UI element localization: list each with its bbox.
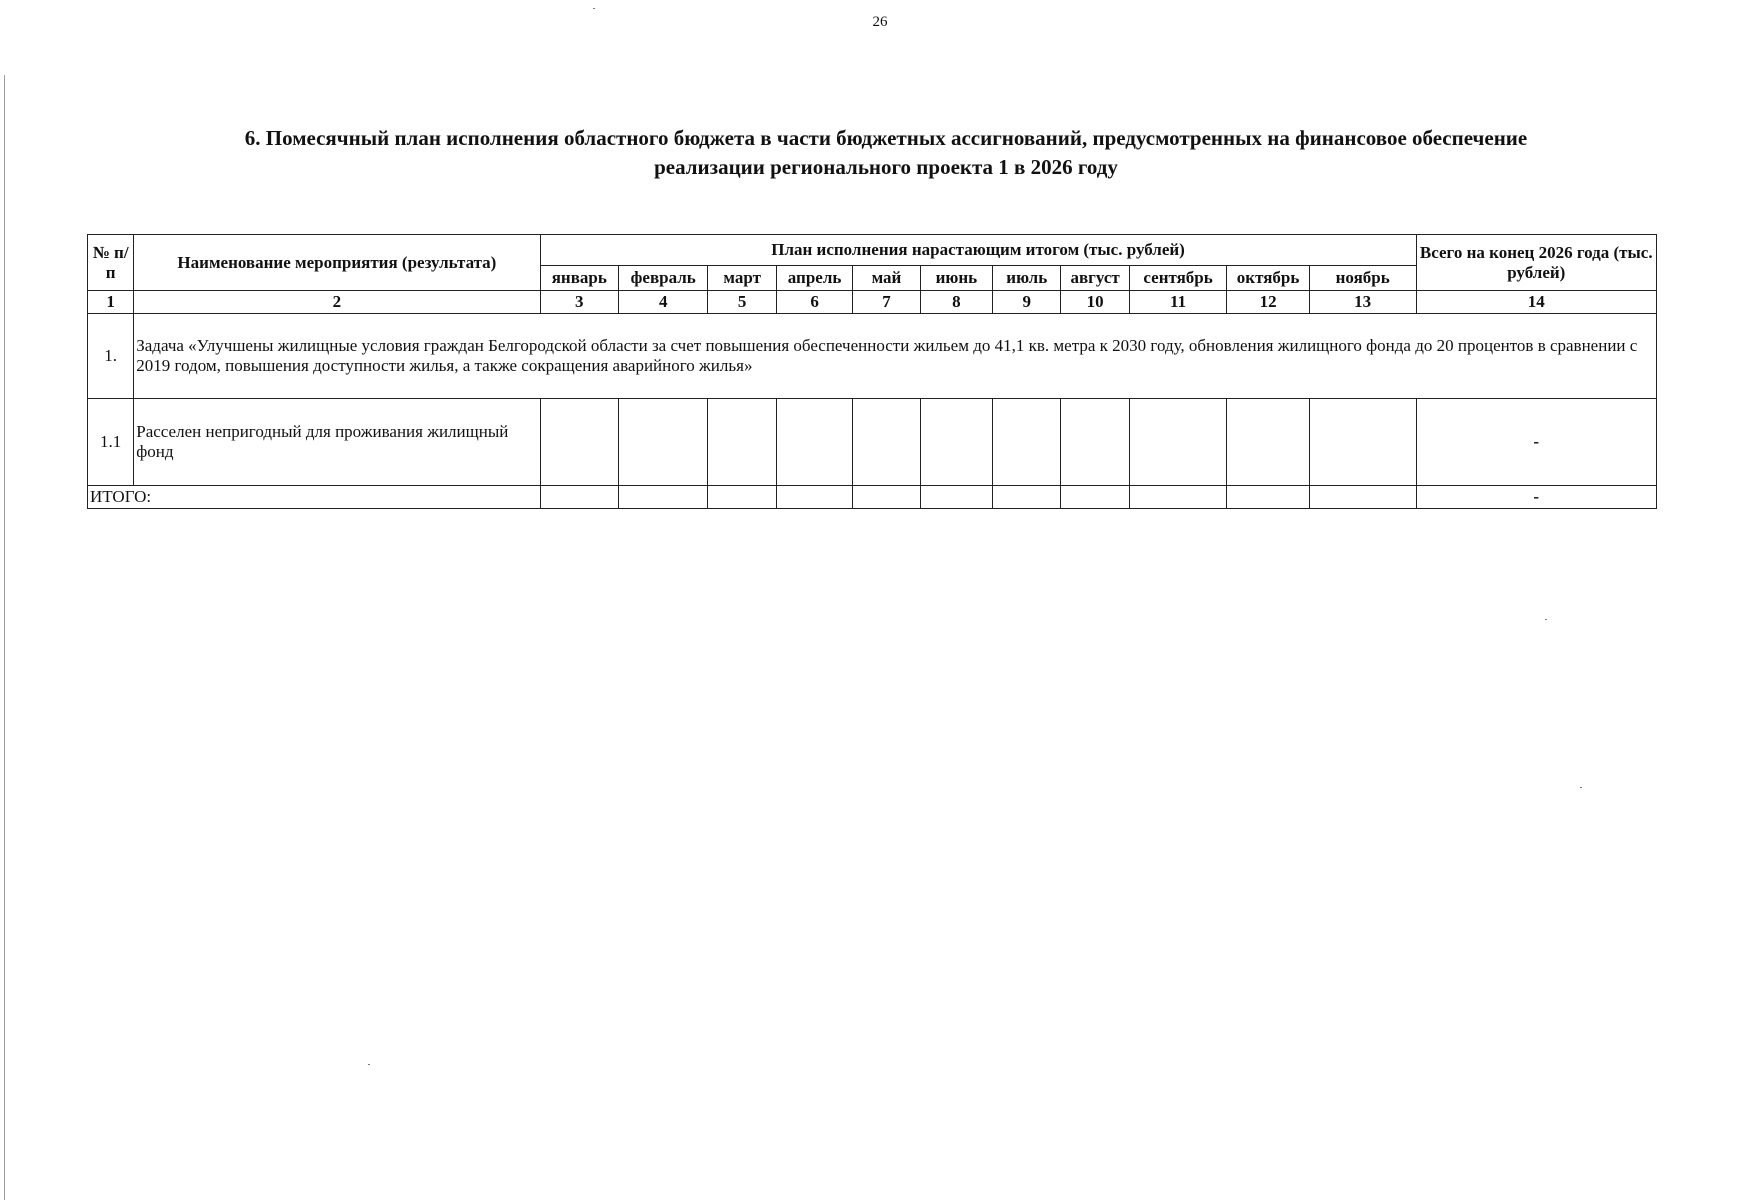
header-row-1 — [88, 235, 1657, 266]
result-total: - — [1416, 399, 1656, 486]
scan-speck — [1545, 619, 1547, 620]
total-month-cell — [618, 486, 708, 509]
header-month: май — [853, 266, 920, 291]
header-month: июль — [993, 266, 1061, 291]
header-month: апрель — [776, 266, 852, 291]
result-month-cell — [920, 399, 992, 486]
title-line-1: 6. Помесячный план исполнения областного бюджета в части бюджетных ассигнований, предусмотренных на финансовое обеспечение — [244, 126, 1528, 150]
total-month-cell — [708, 486, 776, 509]
result-month-cell — [1129, 399, 1227, 486]
column-number-row — [88, 291, 1657, 314]
result-month-cell — [1227, 399, 1309, 486]
total-month-cell — [1309, 486, 1416, 509]
header-month: март — [708, 266, 776, 291]
result-num: 1.1 — [88, 399, 134, 486]
column-number: 10 — [1061, 291, 1129, 314]
column-number: 2 — [134, 291, 540, 314]
column-number: 13 — [1309, 291, 1416, 314]
column-number: 4 — [618, 291, 708, 314]
total-row — [88, 486, 1657, 509]
total-month-cell — [993, 486, 1061, 509]
column-number: 9 — [993, 291, 1061, 314]
result-month-cell — [776, 399, 852, 486]
total-sum: - — [1416, 486, 1656, 509]
column-number: 8 — [920, 291, 992, 314]
total-month-cell — [540, 486, 618, 509]
result-month-cell — [1309, 399, 1416, 486]
total-month-cell — [1227, 486, 1309, 509]
header-plan-group: План исполнения нарастающим итогом (тыс. рублей) — [540, 235, 1416, 266]
scan-speck — [368, 1064, 370, 1065]
column-number: 14 — [1416, 291, 1656, 314]
total-month-cell — [1129, 486, 1227, 509]
scan-edge-line — [4, 75, 5, 1200]
header-month: октябрь — [1227, 266, 1309, 291]
budget-plan-table — [87, 234, 1657, 509]
page-number: 26 — [872, 14, 888, 30]
column-number: 7 — [853, 291, 920, 314]
result-row — [88, 399, 1657, 486]
result-name: Расселен непригодный для проживания жилищный фонд — [134, 399, 540, 486]
task-num: 1. — [88, 314, 134, 399]
result-month-cell — [853, 399, 920, 486]
header-month: сентябрь — [1129, 266, 1227, 291]
result-month-cell — [993, 399, 1061, 486]
result-month-cell — [1061, 399, 1129, 486]
total-month-cell — [1061, 486, 1129, 509]
page-title — [86, 124, 1686, 182]
task-row — [88, 314, 1657, 399]
total-month-cell — [853, 486, 920, 509]
total-month-cell — [776, 486, 852, 509]
result-month-cell — [540, 399, 618, 486]
result-month-cell — [708, 399, 776, 486]
task-text: Задача «Улучшены жилищные условия граждан Белгородской области за счет повышения обеспеченности жильем до 41,1 кв. метра к 2030 году, обновления жилищного фонда до 20 процентов в сравнении с 2019 годом, повышения доступности жилья, а также сокращения аварийного жилья» — [134, 314, 1657, 399]
scan-speck — [593, 8, 595, 9]
header-month: январь — [540, 266, 618, 291]
column-number: 1 — [88, 291, 134, 314]
column-number: 5 — [708, 291, 776, 314]
column-number: 6 — [776, 291, 852, 314]
column-number: 12 — [1227, 291, 1309, 314]
total-month-cell — [920, 486, 992, 509]
title-line-2: реализации регионального проекта 1 в 2026 году — [654, 155, 1118, 179]
header-name: Наименование мероприятия (результата) — [134, 235, 540, 291]
header-month: июнь — [920, 266, 992, 291]
header-num: № п/п — [88, 235, 134, 291]
header-month: август — [1061, 266, 1129, 291]
column-number: 11 — [1129, 291, 1227, 314]
total-label: ИТОГО: — [88, 486, 541, 509]
column-number: 3 — [540, 291, 618, 314]
result-month-cell — [618, 399, 708, 486]
header-month: февраль — [618, 266, 708, 291]
header-month: ноябрь — [1309, 266, 1416, 291]
header-total: Всего на конец 2026 года (тыс. рублей) — [1416, 235, 1656, 291]
scan-speck — [1580, 787, 1582, 788]
